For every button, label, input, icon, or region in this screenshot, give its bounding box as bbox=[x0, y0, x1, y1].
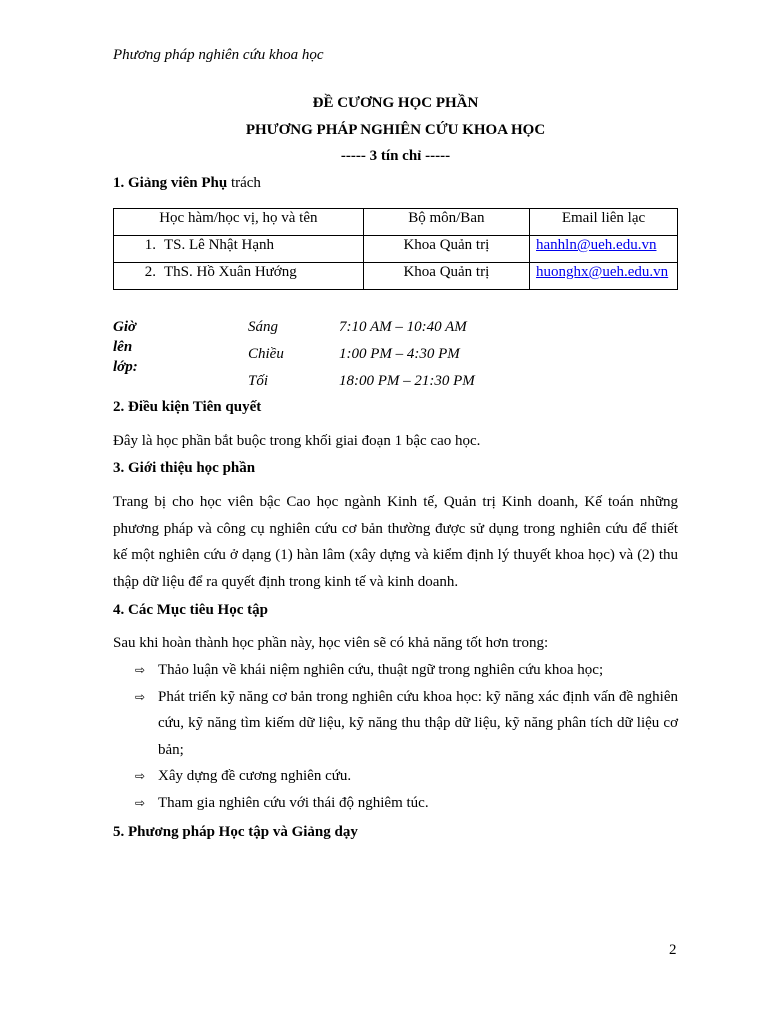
list-item bbox=[113, 657, 678, 684]
section-1-heading-normal: trách bbox=[230, 175, 261, 191]
list-item-text: Thảo luận về khái niệm nghiên cứu, thuật ngữ trong nghiên cứu khoa học; bbox=[158, 662, 604, 678]
schedule-period: Chiều bbox=[248, 346, 284, 362]
lecturer-name-cell bbox=[114, 236, 364, 263]
list-item bbox=[113, 684, 678, 764]
table-row bbox=[114, 236, 678, 263]
lecturer-email-cell bbox=[530, 236, 678, 263]
credits-value: 3 tín chỉ bbox=[369, 148, 422, 164]
table-row bbox=[114, 263, 678, 290]
schedule-label: Giờ lên lớp: bbox=[113, 319, 138, 375]
list-item-text: Tham gia nghiên cứu với thái độ nghiêm túc. bbox=[158, 794, 429, 811]
email-link[interactable]: hanhln@ueh.edu.vn bbox=[536, 237, 657, 253]
table-header-name: Học hàm/học vị, họ và tên bbox=[114, 209, 364, 236]
right-arrow-outline-icon: ⇨ bbox=[135, 689, 146, 704]
schedule-period: Tối bbox=[248, 373, 269, 389]
section-4-intro: Sau khi hoàn thành học phần này, học viên sẽ có khả năng tốt hơn trong: bbox=[113, 635, 549, 651]
lecturer-name-cell bbox=[114, 263, 364, 290]
credits-dashes-left: ----- bbox=[340, 148, 366, 164]
section-1-heading-bold: 1. Giảng viên Phụ bbox=[113, 175, 228, 191]
list-item bbox=[113, 763, 678, 790]
section-2-text: Đây là học phần bắt buộc trong khối giai đoạn 1 bậc cao học. bbox=[113, 433, 481, 449]
list-item bbox=[113, 790, 678, 817]
running-header: Phương pháp nghiên cứu khoa học bbox=[113, 47, 324, 63]
lecturer-table bbox=[113, 208, 678, 290]
row-number: 1. bbox=[144, 237, 156, 253]
table-header-dept: Bộ môn/Ban bbox=[363, 209, 529, 236]
learning-objectives-list bbox=[113, 657, 678, 816]
course-title: PHƯƠNG PHÁP NGHIÊN CỨU KHOA HỌC bbox=[245, 121, 546, 138]
section-4-heading: 4. Các Mục tiêu Học tập bbox=[113, 602, 268, 618]
lecturer-dept: Khoa Quản trị bbox=[363, 263, 529, 290]
lecturer-name: TS. Lê Nhật Hạnh bbox=[164, 237, 274, 253]
lecturer-name: ThS. Hồ Xuân Hướng bbox=[164, 264, 297, 280]
email-link[interactable]: huonghx@ueh.edu.vn bbox=[536, 264, 669, 280]
schedule-time: 7:10 AM – 10:40 AM bbox=[339, 319, 467, 335]
section-2-heading: 2. Điều kiện Tiên quyết bbox=[113, 399, 262, 415]
list-item-text: Xây dựng đề cương nghiên cứu. bbox=[158, 768, 352, 784]
right-arrow-outline-icon: ⇨ bbox=[135, 795, 146, 810]
page-number: 2 bbox=[669, 942, 677, 958]
section-3-heading: 3. Giới thiệu học phần bbox=[113, 460, 256, 476]
list-item-text: Phát triển kỹ năng cơ bản trong nghiên cứu khoa học: kỹ năng xác định vấn đề nghiên cứu, kỹ năng tìm kiếm dữ liệu, kỹ năng thu thập dữ liệu, kỹ năng phân tích dữ liệu cơ bản; bbox=[158, 688, 678, 758]
row-number: 2. bbox=[144, 264, 156, 280]
table-header-email: Email liên lạc bbox=[530, 209, 678, 236]
right-arrow-outline-icon: ⇨ bbox=[135, 663, 146, 677]
credits-dashes-right: ----- bbox=[425, 148, 451, 164]
schedule-time: 18:00 PM – 21:30 PM bbox=[339, 373, 475, 389]
schedule-period: Sáng bbox=[248, 319, 278, 335]
table-header-row bbox=[114, 209, 678, 236]
schedule-time: 1:00 PM – 4:30 PM bbox=[339, 346, 460, 362]
right-arrow-outline-icon: ⇨ bbox=[135, 769, 146, 783]
section-3-text: Trang bị cho học viên bậc Cao học ngành Kinh tế, Quản trị Kinh doanh, Kế toán những phương pháp và công cụ nghiên cứu cơ bản thường được sử dụng trong nghiên cứu để thiết kế một nghiên cứu ở dạng (1) hàn lâm (xây dựng và kiểm định lý thuyết khoa học) và (2) thu thập dữ liệu để ra quyết định trong kinh tế và kinh doanh. bbox=[113, 494, 678, 590]
section-5-heading: 5. Phương pháp Học tập và Giảng dạy bbox=[113, 824, 358, 840]
credits-line bbox=[113, 146, 678, 173]
document-title: ĐỀ CƯƠNG HỌC PHẦN bbox=[312, 95, 479, 111]
lecturer-dept: Khoa Quản trị bbox=[363, 236, 529, 263]
lecturer-email-cell bbox=[530, 263, 678, 290]
section-1-heading bbox=[113, 173, 261, 193]
title-block bbox=[113, 93, 678, 173]
